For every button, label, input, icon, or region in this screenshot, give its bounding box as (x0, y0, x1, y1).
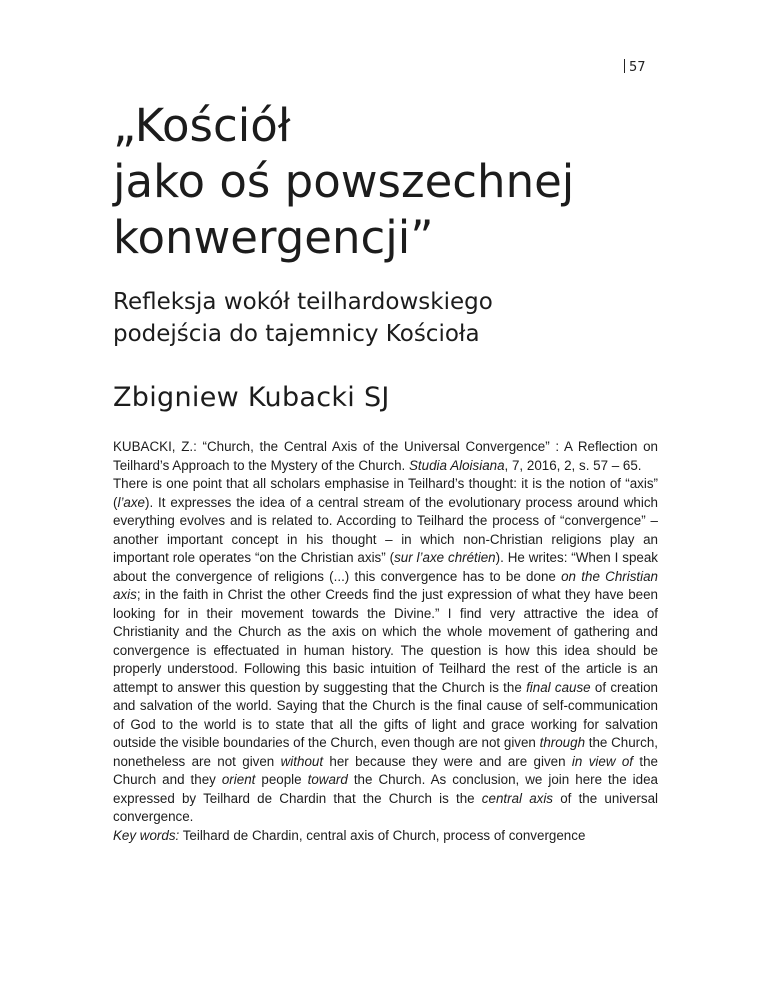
abstract-span: the Church. As conclusion, we join here the idea expressed by Teilhard de Chardin that the Church is the (113, 772, 659, 806)
abstract-block (113, 438, 658, 845)
author-name: Zbigniew Kubacki SJ (113, 382, 390, 413)
abstract-emphasis: sur l’axe chrétien (394, 550, 496, 565)
subtitle-line: Refleksja wokół teilhardowskiego (113, 289, 493, 315)
abstract-span: people (255, 772, 308, 787)
abstract-span: of the universal convergence. (113, 790, 658, 824)
abstract-emphasis: central axis (481, 790, 554, 806)
abstract-text (113, 475, 658, 827)
page-number (624, 59, 646, 75)
abstract-emphasis: through (539, 735, 586, 750)
abstract-span: the Church and they (113, 753, 658, 787)
abstract-span: ). It expresses the idea of a central stream of the evolutionary process around which everything evolves and is related to. According to Teilhard the process of “convergence” – another important concept in his thought – in which non-Christian religions play an important role operates “on the Christian axis” ( (113, 494, 658, 565)
title-line: „Kościół (113, 99, 291, 152)
abstract-emphasis: on the Christian axis (113, 568, 658, 602)
abstract-span: her because they were and are given (323, 753, 572, 769)
subtitle-line: podejścia do tajemnicy Kościoła (113, 321, 480, 347)
abstract-emphasis: final cause (526, 679, 591, 695)
journal-name: Studia Aloisiana (409, 457, 505, 473)
abstract-span: There is one point that all scholars emphasise in Teilhard’s thought: it is the notion of “axis” ( (113, 476, 658, 510)
keywords (113, 827, 658, 846)
abstract-emphasis: without (280, 753, 324, 769)
abstract-span: the Church, nonetheless are not given (113, 735, 658, 769)
abstract-emphasis: l’axe (117, 494, 146, 510)
keywords-text: Teilhard de Chardin, central axis of Church, process of convergence (179, 827, 586, 843)
abstract-emphasis: in view of (571, 753, 634, 769)
keywords-label: Key words: (113, 827, 180, 843)
page-number-rule (624, 59, 625, 73)
article-subtitle (113, 286, 713, 350)
abstract-emphasis: toward (307, 772, 348, 787)
abstract-emphasis: orient (221, 772, 256, 787)
title-line: jako oś powszechnej (113, 155, 575, 208)
abstract-span: ). He writes: “When I speak about the convergence of religions (...) this convergence has to be done (113, 550, 658, 584)
page-number-text: 57 (629, 60, 646, 75)
article-title (113, 98, 713, 266)
citation-text: KUBACKI, Z.: “Church, the Central Axis of the Universal Convergence” : A Reflection on Teilhard’s Approach to the Mystery of the Church. (113, 439, 658, 473)
abstract-span: ; in the faith in Christ the other Creeds find the just expression of what they have been looking for in their movement towards the Divine.” I find very attractive the idea of Christianity and the Church as the axis on which the whole movement of gathering and convergence is effectuated in human history. The question is how this idea should be properly understood. Following this basic intuition of Teilhard the rest of the article is an attempt to answer this question by suggesting that the Church is the (113, 587, 658, 695)
citation (113, 438, 658, 475)
abstract-span: of creation and salvation of the world. Saying that the Church is the final cause of self-communication of God to the world is to state that all the gifts of light and grace working for salvation outside the visible boundaries of the Church, even though are not given (113, 679, 658, 750)
citation-details: , 7, 2016, 2, s. 57 – 65. (504, 457, 642, 473)
title-line: konwergencji” (113, 211, 434, 264)
